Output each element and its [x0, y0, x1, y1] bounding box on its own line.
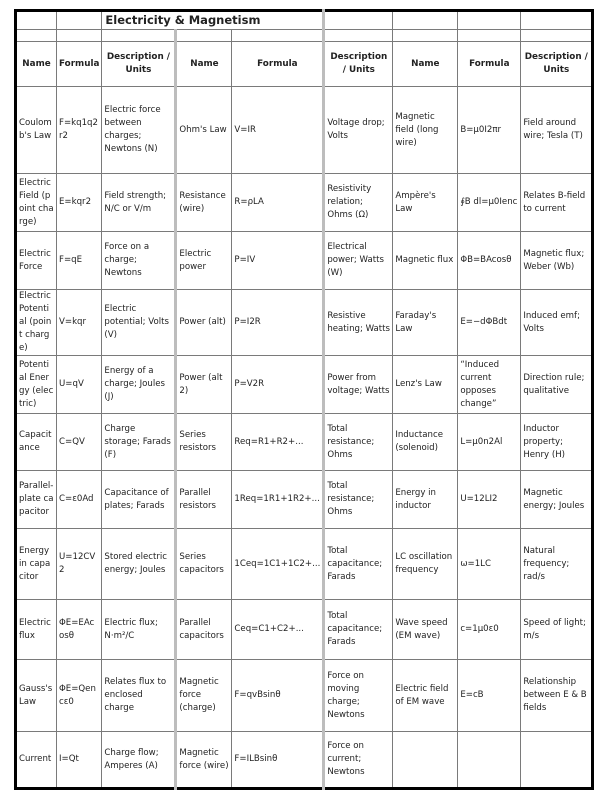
table-row	[16, 529, 593, 600]
empty-cell	[16, 11, 57, 30]
formula-sheet-table	[14, 9, 594, 790]
formula-expression: P=IV	[232, 232, 324, 290]
formula-expression: C=QV	[57, 414, 102, 471]
formula-name: Gauss's Law	[16, 660, 57, 732]
formula-name: Coulomb's Law	[16, 87, 57, 174]
formula-name: Power (alt 2)	[176, 356, 232, 414]
formula-description: Resistive heating; Watts	[324, 290, 393, 356]
formula-expression: F=kq1q2r2	[57, 87, 102, 174]
formula-description	[521, 732, 593, 789]
table-row	[16, 232, 593, 290]
formula-name: Parallel resistors	[176, 471, 232, 529]
table-row	[16, 660, 593, 732]
empty-cell	[176, 30, 232, 42]
formula-description: Total resistance; Ohms	[324, 471, 393, 529]
formula-name: Capacitance	[16, 414, 57, 471]
formula-name: Ampère's Law	[393, 174, 458, 232]
formula-description: Voltage drop; Volts	[324, 87, 393, 174]
empty-cell	[324, 30, 393, 42]
formula-name: Electric field of EM wave	[393, 660, 458, 732]
formula-name: Power (alt)	[176, 290, 232, 356]
formula-expression: F=qE	[57, 232, 102, 290]
table-row	[16, 290, 593, 356]
formula-expression: ΦB=BAcosθ	[458, 232, 521, 290]
formula-description: Capacitance of plates; Farads	[102, 471, 176, 529]
formula-name: Magnetic force (charge)	[176, 660, 232, 732]
formula-expression: E=kqr2	[57, 174, 102, 232]
sheet-title: Electricity & Magnetism	[102, 11, 324, 30]
title-row	[16, 11, 593, 30]
column-header: Formula	[232, 42, 324, 87]
formula-name: Resistance (wire)	[176, 174, 232, 232]
formula-name: Inductance (solenoid)	[393, 414, 458, 471]
formula-expression: C=ε0Ad	[57, 471, 102, 529]
formula-expression: E=cB	[458, 660, 521, 732]
formula-description: Total capacitance; Farads	[324, 600, 393, 660]
formula-description: Total resistance; Ohms	[324, 414, 393, 471]
formula-expression: P=V2R	[232, 356, 324, 414]
formula-name: Lenz's Law	[393, 356, 458, 414]
formula-expression: E=−dΦBdt	[458, 290, 521, 356]
formula-expression: U=12CV2	[57, 529, 102, 600]
column-header: Name	[16, 42, 57, 87]
formula-name: Parallel capacitors	[176, 600, 232, 660]
empty-cell	[324, 11, 393, 30]
table-row	[16, 414, 593, 471]
empty-cell	[57, 30, 102, 42]
formula-expression: U=12LI2	[458, 471, 521, 529]
formula-description: Electrical power; Watts (W)	[324, 232, 393, 290]
formula-description: Electric force between charges; Newtons (N)	[102, 87, 176, 174]
formula-name: Series resistors	[176, 414, 232, 471]
formula-expression: ΦE=EAcosθ	[57, 600, 102, 660]
formula-description: Magnetic energy; Joules	[521, 471, 593, 529]
formula-name: Parallel-plate capacitor	[16, 471, 57, 529]
formula-description: Field around wire; Tesla (T)	[521, 87, 593, 174]
formula-expression: ΦE=Qencε0	[57, 660, 102, 732]
formula-description: Natural frequency; rad/s	[521, 529, 593, 600]
header-row	[16, 42, 593, 87]
formula-description: Force on moving charge; Newtons	[324, 660, 393, 732]
formula-description: Relates B-field to current	[521, 174, 593, 232]
table-row	[16, 471, 593, 529]
formula-name: Wave speed (EM wave)	[393, 600, 458, 660]
formula-description: Stored electric energy; Joules	[102, 529, 176, 600]
formula-expression: F=ILBsinθ	[232, 732, 324, 789]
formula-description: Magnetic flux; Weber (Wb)	[521, 232, 593, 290]
formula-name: Faraday's Law	[393, 290, 458, 356]
table-row	[16, 732, 593, 789]
table-row	[16, 356, 593, 414]
column-header: Name	[176, 42, 232, 87]
formula-description: Power from voltage; Watts	[324, 356, 393, 414]
column-header: Name	[393, 42, 458, 87]
formula-expression: Req=R1+R2+...	[232, 414, 324, 471]
empty-cell	[393, 30, 458, 42]
formula-expression: V=kqr	[57, 290, 102, 356]
formula-description: Relationship between E & B fields	[521, 660, 593, 732]
empty-cell	[521, 11, 593, 30]
formula-name: Electric flux	[16, 600, 57, 660]
formula-expression: c=1μ0ε0	[458, 600, 521, 660]
empty-cell	[521, 30, 593, 42]
formula-description: Charge storage; Farads (F)	[102, 414, 176, 471]
formula-description: Direction rule; qualitative	[521, 356, 593, 414]
formula-description: Electric potential; Volts (V)	[102, 290, 176, 356]
column-header: Formula	[458, 42, 521, 87]
table-row	[16, 600, 593, 660]
formula-description: Induced emf; Volts	[521, 290, 593, 356]
formula-expression: V=IR	[232, 87, 324, 174]
empty-cell	[232, 30, 324, 42]
formula-description: Relates flux to enclosed charge	[102, 660, 176, 732]
table-row	[16, 87, 593, 174]
formula-name	[393, 732, 458, 789]
formula-expression: B=μ0I2πr	[458, 87, 521, 174]
formula-expression: I=Qt	[57, 732, 102, 789]
column-header: Description / Units	[102, 42, 176, 87]
formula-description: Force on current; Newtons	[324, 732, 393, 789]
formula-description: Force on a charge; Newtons	[102, 232, 176, 290]
table-row	[16, 174, 593, 232]
formula-description: Inductor property; Henry (H)	[521, 414, 593, 471]
spacer-row	[16, 30, 593, 42]
formula-name: LC oscillation frequency	[393, 529, 458, 600]
formula-description: Field strength; N/C or V/m	[102, 174, 176, 232]
formula-expression: 1Ceq=1C1+1C2+...	[232, 529, 324, 600]
formula-name: Electric Potential (point charge)	[16, 290, 57, 356]
formula-expression: 1Req=1R1+1R2+...	[232, 471, 324, 529]
formula-expression: F=qvBsinθ	[232, 660, 324, 732]
formula-expression: U=qV	[57, 356, 102, 414]
formula-description: Resistivity relation; Ohms (Ω)	[324, 174, 393, 232]
formula-name: Ohm's Law	[176, 87, 232, 174]
formula-description: Electric flux; N·m²/C	[102, 600, 176, 660]
empty-cell	[102, 30, 176, 42]
formula-expression: L=μ0n2Al	[458, 414, 521, 471]
formula-name: Series capacitors	[176, 529, 232, 600]
formula-name: Electric power	[176, 232, 232, 290]
column-header: Description / Units	[521, 42, 593, 87]
formula-description: Charge flow; Amperes (A)	[102, 732, 176, 789]
formula-description: Energy of a charge; Joules (J)	[102, 356, 176, 414]
empty-cell	[393, 11, 458, 30]
formula-expression: ∮B dl=μ0Ienc	[458, 174, 521, 232]
formula-name: Electric Field (point charge)	[16, 174, 57, 232]
formula-name: Magnetic flux	[393, 232, 458, 290]
empty-cell	[16, 30, 57, 42]
formula-expression: “Induced current opposes change”	[458, 356, 521, 414]
formula-name: Energy in inductor	[393, 471, 458, 529]
formula-expression: P=I2R	[232, 290, 324, 356]
formula-name: Magnetic field (long wire)	[393, 87, 458, 174]
formula-name: Magnetic force (wire)	[176, 732, 232, 789]
formula-name: Potential Energy (electric)	[16, 356, 57, 414]
formula-expression: R=ρLA	[232, 174, 324, 232]
empty-cell	[458, 11, 521, 30]
formula-name: Current	[16, 732, 57, 789]
formula-expression: Ceq=C1+C2+...	[232, 600, 324, 660]
empty-cell	[458, 30, 521, 42]
formula-name: Energy in capacitor	[16, 529, 57, 600]
formula-expression: ω=1LC	[458, 529, 521, 600]
formula-description: Total capacitance; Farads	[324, 529, 393, 600]
formula-name: Electric Force	[16, 232, 57, 290]
formula-expression	[458, 732, 521, 789]
column-header: Description / Units	[324, 42, 393, 87]
formula-description: Speed of light; m/s	[521, 600, 593, 660]
column-header: Formula	[57, 42, 102, 87]
empty-cell	[57, 11, 102, 30]
